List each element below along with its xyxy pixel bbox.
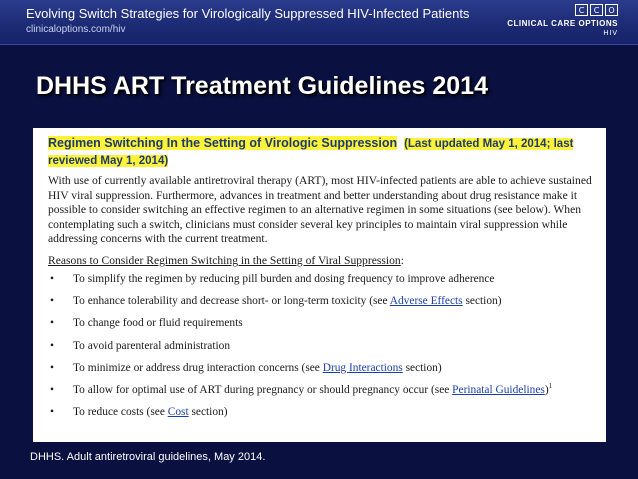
bullet: • (50, 317, 54, 330)
slide-title: DHHS ART Treatment Guidelines 2014 (36, 72, 488, 100)
website-url[interactable]: clinicaloptions.com/hiv (26, 24, 126, 35)
presentation-title: Evolving Switch Strategies for Virologically Suppressed HIV-Infected Patients (26, 6, 470, 21)
reasons-subheading (48, 254, 592, 268)
logo-box: C (590, 4, 603, 16)
cost-link[interactable]: Cost (167, 406, 189, 419)
reason-text: To enhance tolerability and decrease short- or long-term toxicity (see (73, 295, 390, 308)
source-citation: DHHS. Adult antiretroviral guidelines, May 2014. (30, 451, 266, 463)
list-item (48, 361, 592, 375)
heading-date: (Last updated May 1, 2014; last reviewed May 1, 2014) (48, 138, 574, 167)
drug-interactions-link[interactable]: Drug Interactions (322, 361, 403, 374)
reason-text-after: section) (188, 406, 228, 419)
footnote-marker: 1 (548, 382, 553, 391)
logo-subtitle: HIV (603, 30, 618, 37)
reason-text: To avoid parenteral administration (73, 339, 231, 352)
intro-paragraph: With use of currently available antiretroviral therapy (ART), most HIV-infected patients are able to achieve sustained HIV viral suppression. Furthermore, advances in treatment and better understanding about drug resistance make it possible to consider switching an effective regimen to an alternative regimen in some situations (see below). When contemplating such a switch, clinicians must consider several key principles to maintain viral suppression while addressing concerns with the current treatment. (48, 174, 592, 246)
clinical-care-options-logo (507, 4, 618, 40)
bullet: • (50, 272, 54, 285)
reason-text: To allow for optimal use of ART during pregnancy or should pregnancy occur (see (73, 383, 453, 396)
bullet: • (50, 383, 54, 396)
logo-box: C (575, 4, 588, 16)
logo-box: O (605, 4, 618, 16)
reason-text: To minimize or address drug interaction concerns (see (73, 361, 323, 374)
guideline-excerpt (33, 128, 606, 442)
reason-text: To reduce costs (see (73, 406, 168, 419)
bullet: • (50, 361, 54, 374)
reason-text-after: section) (462, 295, 502, 308)
list-item (48, 339, 592, 353)
reason-text: To simplify the regimen by reducing pill burden and dosing frequency to improve adherence (73, 272, 495, 285)
reason-text-after: ) (544, 383, 549, 396)
list-item (48, 383, 592, 397)
list-item (48, 272, 592, 286)
list-item (48, 316, 592, 330)
bullet: • (50, 295, 54, 308)
list-item (48, 294, 592, 308)
logo-boxes (575, 4, 618, 16)
logo-wordmark: CLINICAL CARE OPTIONS (507, 19, 618, 28)
reason-text: To change food or fluid requirements (73, 317, 243, 330)
bullet: • (50, 406, 54, 419)
list-item (48, 405, 592, 419)
bullet: • (50, 339, 54, 352)
reasons-subheading-colon: : (400, 253, 404, 267)
adverse-effects-link[interactable]: Adverse Effects (389, 295, 463, 308)
heading-main: Regimen Switching In the Setting of Virologic Suppression (48, 136, 398, 150)
header-bar (0, 0, 638, 45)
reasons-subheading-text: Reasons to Consider Regimen Switching in the Setting of Viral Suppression (48, 253, 401, 267)
perinatal-guidelines-link[interactable]: Perinatal Guidelines (452, 383, 545, 396)
reason-text-after: section) (402, 361, 442, 374)
reasons-list (48, 272, 592, 419)
document-heading (48, 135, 592, 169)
